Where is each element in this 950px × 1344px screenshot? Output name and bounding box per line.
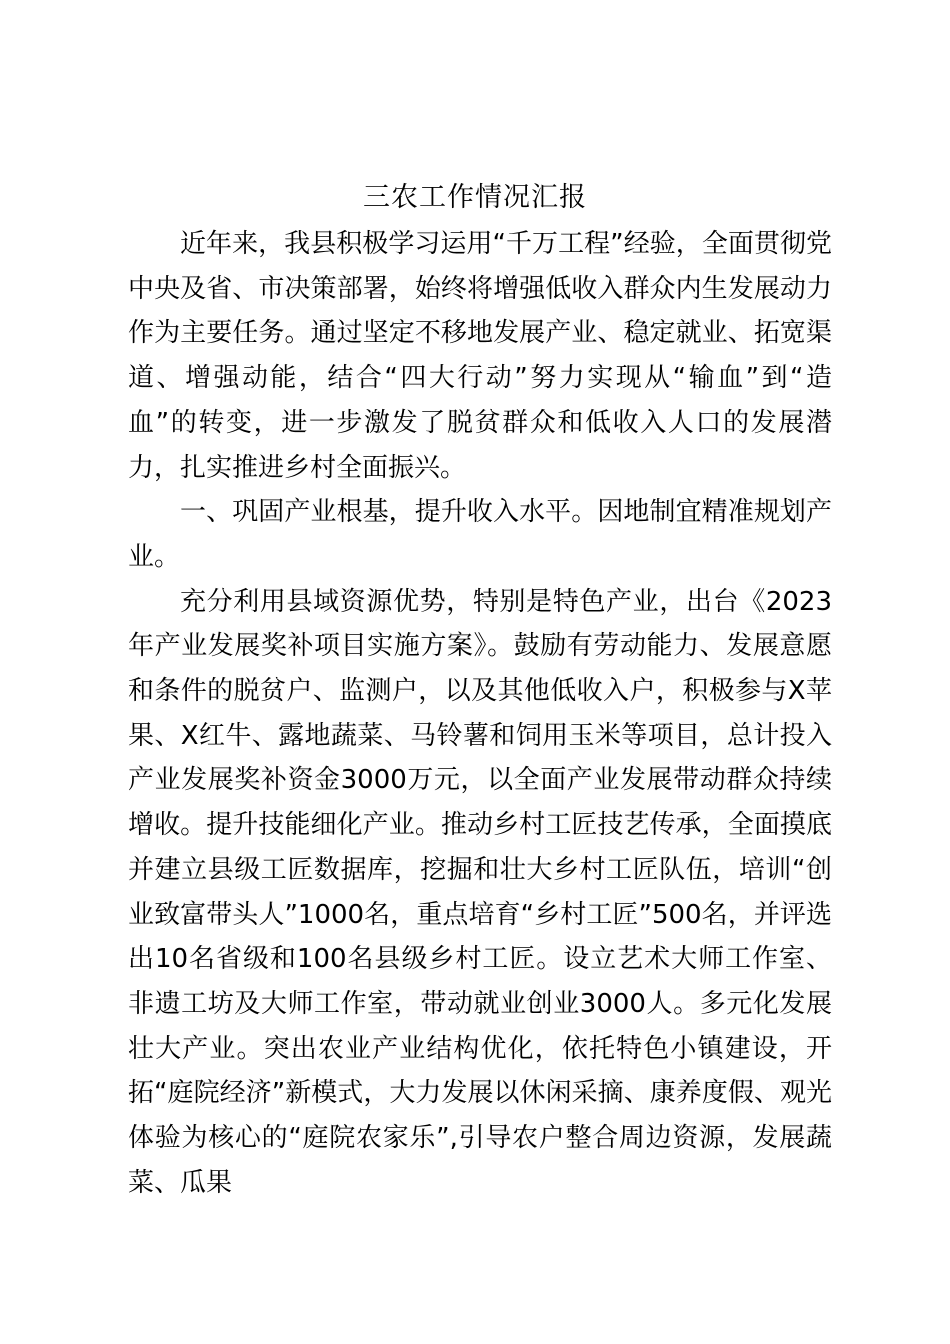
section-heading-1: 一、巩固产业根基，提升收入水平。因地制宜精准规划产业。 [128,497,832,572]
document-title: 三农工作情况汇报 [363,182,587,213]
paragraph-industry: 充分利用县域资源优势，特别是特色产业，出台《2023年产业发展奖补项目实施方案》。鼓励有劳动能力、发展意愿和条件的脱贫户、监测户，以及其他低收入户，积极参与X苹果、X红牛、露地蔬菜、马铃薯和饲用玉米等项目，总计投入产业发展奖补资金3000万元，以全面产业发展带动群众持续增收。提升技能细化产业。推动乡村工匠技艺传承，全面摸底并建立县级工匠数据库，挖掘和壮大乡村工匠队伍，培训“创业致富带头人”1000名，重点培育“乡村工匠”500名，并评选出10名省级和100名县级乡村工匠。设立艺术大师工作室、非遗工坊及大师工作室，带动就业创业3000人。多元化发展壮大产业。突出农业产业结构优化，依托特色小镇建设，开拓“庭院经济”新模式，大力发展以休闲采摘、康养度假、观光体验为核心的“庭院农家乐”,引导农户整合周边资源，发展蔬菜、瓜果 [128,586,832,1198]
document-body [128,222,832,1205]
paragraph-intro: 近年来，我县积极学习运用“千万工程”经验，全面贯彻党中央及省、市决策部署，始终将增强低收入群众内生发展动力作为主要任务。通过坚定不移地发展产业、稳定就业、拓宽渠道、增强动能，结合“四大行动”努力实现从“输血”到“造血”的转变，进一步激发了脱贫群众和低收入人口的发展潜力，扎实推进乡村全面振兴。 [128,229,832,483]
